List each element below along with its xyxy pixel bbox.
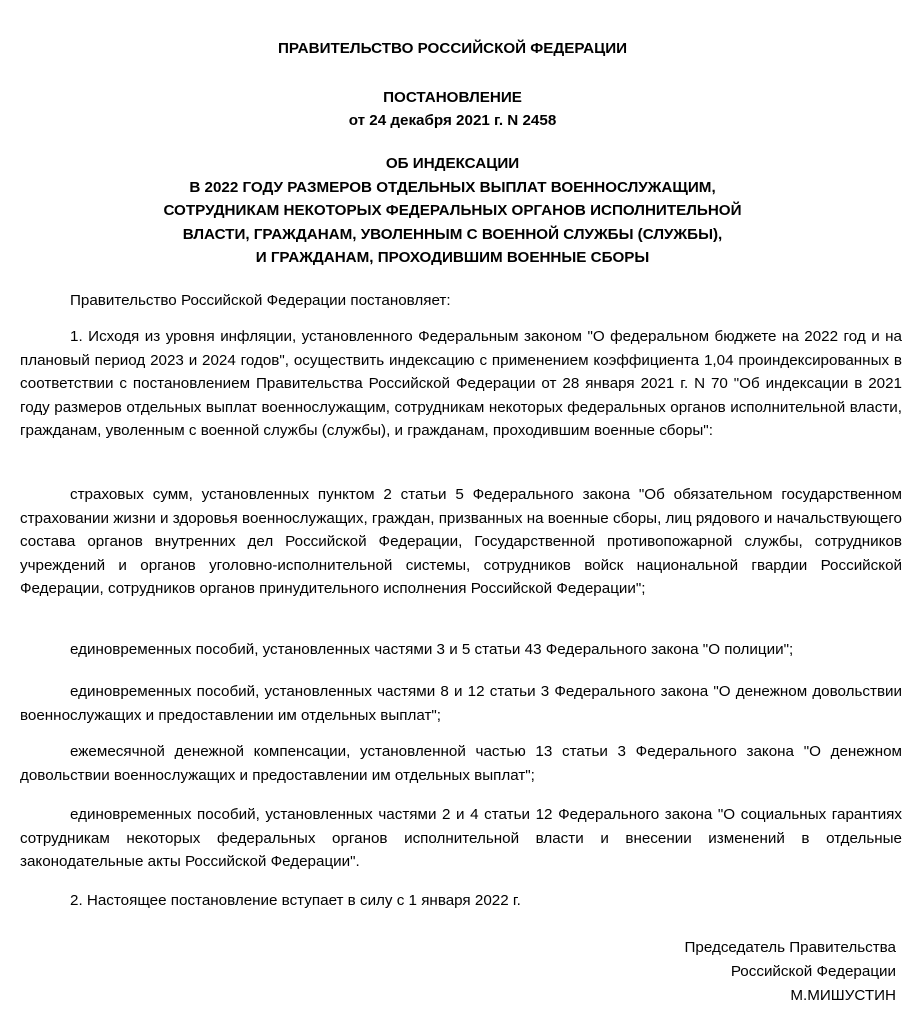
- doc-type-heading: ПОСТАНОВЛЕНИЕ: [383, 89, 522, 106]
- police-item-paragraph: единовременных пособий, установленных частями 3 и 5 статьи 43 Федерального закона "О полиции";: [70, 641, 794, 658]
- title-line-4: ВЛАСТИ, ГРАЖДАНАМ, УВОЛЕННЫМ С ВОЕННОЙ СЛУЖБЫ (СЛУЖБЫ),: [182, 226, 723, 243]
- signature-name: М.МИШУСТИН: [790, 987, 896, 1004]
- allowance-item-paragraph: единовременных пособий, установленных частями 8 и 12 статьи 3 Федерального закона "О денежном довольствии военнослужащих и предоставлении им отдельных выплат";: [20, 683, 902, 724]
- clause-1-paragraph: 1. Исходя из уровня инфляции, установленного Федеральным законом "О федеральном бюджете на 2022 год и на плановый период 2023 и 2024 годов", осуществить индексацию с применением коэффициента 1,04 проиндексированных в соответствии с постановлением Правительства Российской Федерации от 28 января 2021 г. N 70 "Об индексации в 2021 году размеров отдельных выплат военнослужащим, сотрудникам некоторых федеральных органов исполнительной власти, гражданам, уволенным с военной службы (службы), и гражданам, проходившим военные сборы":: [20, 328, 902, 440]
- intro-paragraph: Правительство Российской Федерации постановляет:: [70, 292, 451, 309]
- signature-title-line-1: Председатель Правительства: [684, 939, 896, 956]
- clause-2-paragraph: 2. Настоящее постановление вступает в силу с 1 января 2022 г.: [70, 892, 521, 909]
- government-heading: ПРАВИТЕЛЬСТВО РОССИЙСКОЙ ФЕДЕРАЦИИ: [277, 40, 628, 57]
- title-line-5: И ГРАЖДАНАМ, ПРОХОДИВШИМ ВОЕННЫЕ СБОРЫ: [255, 249, 650, 266]
- date-number: от 24 декабря 2021 г. N 2458: [348, 112, 557, 129]
- insurance-item-paragraph: страховых сумм, установленных пунктом 2 статьи 5 Федерального закона "Об обязательном государственном страховании жизни и здоровья военнослужащих, граждан, призванных на военные сборы, лиц рядового и начальствующего состава органов внутренних дел Российской Федерации, Государственной противопожарной службы, сотрудников учреждений и органов уголовно-исполнительной системы, сотрудников войск национальной гвардии Российской Федерации, сотрудников органов принудительного исполнения Российской Федерации";: [20, 486, 902, 598]
- title-line-1: ОБ ИНДЕКСАЦИИ: [385, 155, 520, 172]
- signature-title-line-2: Российской Федерации: [730, 963, 896, 980]
- title-line-3: СОТРУДНИКАМ НЕКОТОРЫХ ФЕДЕРАЛЬНЫХ ОРГАНОВ ИСПОЛНИТЕЛЬНОЙ: [163, 202, 742, 219]
- social-guarantees-paragraph: единовременных пособий, установленных частями 2 и 4 статьи 12 Федерального закона "О социальных гарантиях сотрудникам некоторых федеральных органов исполнительной власти и внесении изменений в отдельные законодательные акты Российской Федерации".: [20, 806, 902, 871]
- title-line-2: В 2022 ГОДУ РАЗМЕРОВ ОТДЕЛЬНЫХ ВЫПЛАТ ВОЕННОСЛУЖАЩИМ,: [189, 179, 716, 196]
- monthly-compensation-paragraph: ежемесячной денежной компенсации, установленной частью 13 статьи 3 Федерального закона "О денежном довольствии военнослужащих и предоставлении им отдельных выплат";: [20, 743, 902, 784]
